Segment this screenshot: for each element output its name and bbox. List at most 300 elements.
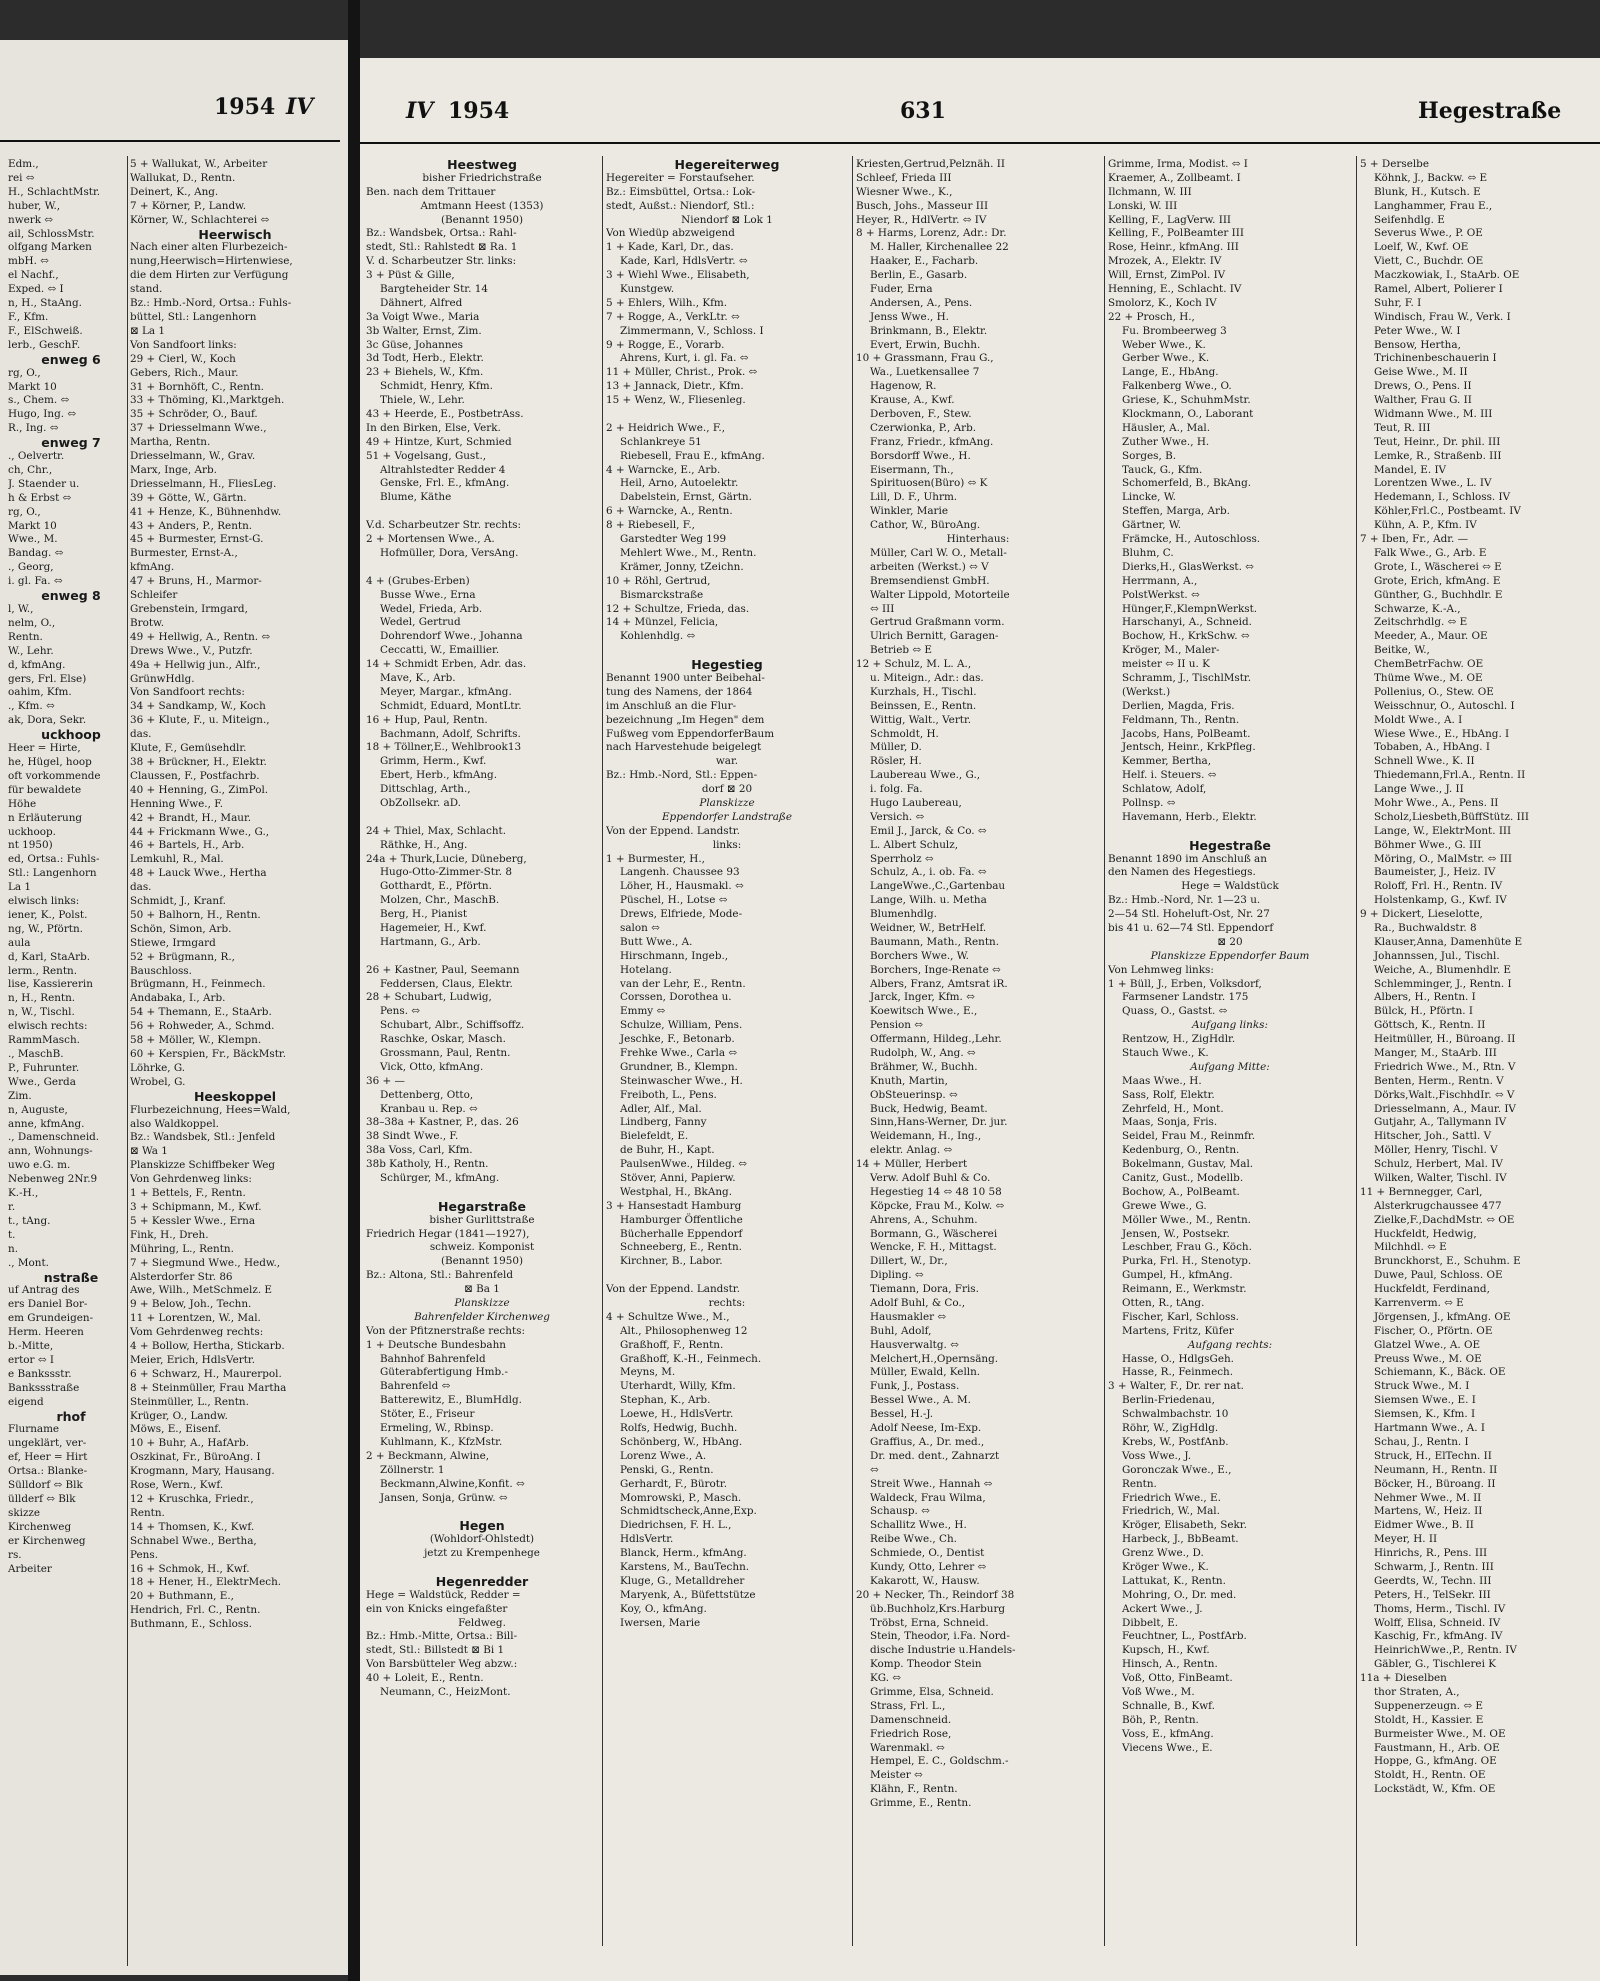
directory-entry: Vom Gehrdenweg rechts: (130, 1326, 264, 1339)
directory-note: Hinterhaus: (946, 533, 1010, 546)
directory-entry: uf Antrag des (8, 1284, 80, 1297)
directory-entry: Lonski, W. III (1108, 199, 1178, 212)
directory-entry: Moldt Wwe., A. I (1374, 713, 1463, 726)
directory-entry: 9 + Dickert, Lieselotte, (1360, 908, 1483, 921)
directory-entry: Genske, Frl. E., kfmAng. (380, 477, 510, 490)
directory-entry: Göttsch, K., Rentn. II (1374, 1019, 1486, 1032)
street-heading: Hegen (459, 1518, 505, 1534)
directory-entry: Zuther Wwe., H. (1122, 435, 1210, 448)
directory-entry: Zielke,F.,DachdMstr. ⬄ OE (1374, 1213, 1515, 1226)
directory-entry: Sperrholz ⬄ (870, 852, 934, 865)
directory-entry: Karrenverm. ⬄ E (1374, 1297, 1464, 1310)
directory-entry: Exped. ⬄ I (8, 283, 64, 296)
directory-entry: Schmoldt, H. (870, 727, 939, 740)
directory-entry: Klockmann, O., Laborant (1122, 408, 1254, 421)
directory-entry: HeinrichWwe.,P., Rentn. IV (1374, 1644, 1517, 1657)
directory-entry: Winkler, Marie (870, 505, 948, 518)
directory-entry: Berlin-Friedenau, (1122, 1394, 1215, 1407)
directory-entry: Westphal, H., BkAng. (620, 1185, 733, 1198)
directory-entry: Vick, Otto, kfmAng. (380, 1060, 484, 1073)
directory-entry: Hagenow, R. (870, 380, 937, 393)
directory-entry: Harschanyi, A., Schneid. (1122, 616, 1252, 629)
directory-entry: Bielefeldt, E. (620, 1130, 689, 1143)
street-heading: Hegarstraße (438, 1198, 526, 1214)
directory-entry: 3 + Püst & Gille, (366, 269, 455, 282)
directory-entry: Nach einer alten Flurbezeich- (130, 241, 288, 254)
directory-entry: Fuder, Erna (870, 283, 933, 296)
directory-entry: Kupsch, H., Kwf. (1122, 1644, 1210, 1657)
directory-entry: Jacobs, Hans, PolBeamt. (1122, 727, 1251, 740)
directory-entry: ., Kfm. ⬄ (8, 700, 55, 713)
directory-entry: La 1 (8, 881, 32, 894)
directory-entry: Bahnhof Bahrenfeld (380, 1352, 486, 1365)
directory-entry: ak, Dora, Sekr. (8, 714, 87, 727)
directory-entry: Dettenberg, Otto, (380, 1088, 474, 1101)
directory-entry: Günther, G., Buchhdlr. E (1374, 588, 1503, 601)
directory-entry: F., ElSchweiß. (8, 324, 83, 337)
directory-entry: Von der Eppend. Landstr. (606, 1283, 740, 1296)
directory-entry: Oszkinat, Fr., BüroAng. I (130, 1451, 261, 1464)
directory-entry: 20 + Buthmann, E., (130, 1590, 234, 1603)
directory-entry: Baumann, Math., Rentn. (870, 935, 1000, 948)
directory-entry: Klute, F., Gemüsehdlr. (130, 742, 247, 755)
directory-entry: Schwarze, K.-A., (1374, 602, 1461, 615)
directory-entry: Awe, Wilh., MetSchmelz. E (130, 1284, 273, 1297)
directory-entry (606, 408, 848, 422)
directory-entry: n Erläuterung (8, 811, 83, 824)
directory-entry: Krüger, O., Landw. (130, 1409, 228, 1422)
directory-entry: n, H., Rentn. (8, 992, 76, 1005)
directory-entry: meister ⬄ II u. K (1122, 658, 1210, 671)
directory-entry: Voss, E., kfmAng. (1122, 1727, 1214, 1740)
directory-entry: Bz.: Eimsbüttel, Ortsa.: Lok- (606, 185, 756, 198)
directory-entry: Canitz, Gust., Modellb. (1122, 1172, 1244, 1185)
directory-entry: Schürger, M., kfmAng. (380, 1172, 500, 1185)
directory-entry: Bargteheider Str. 14 (380, 283, 488, 296)
directory-entry: Lange, E., HbAng. (1122, 366, 1219, 379)
directory-entry: Friedrich Wwe., M., Rtn. V (1374, 1060, 1516, 1073)
directory-entry: 10 + Röhl, Gertrud, (606, 574, 711, 587)
directory-entry: Von Gehrdenweg links: (130, 1173, 252, 1186)
directory-entry: Buthmann, E., Schloss. (130, 1618, 252, 1631)
directory-entry: 47 + Bruns, H., Marmor- (130, 575, 262, 588)
directory-entry: 15 + Wenz, W., Fliesenleg. (606, 394, 746, 407)
directory-entry: 16 + Schmok, H., Kwf. (130, 1562, 250, 1575)
directory-entry: Bankssstraße (8, 1381, 80, 1394)
directory-entry: Rolfs, Hedwig, Buchh. (620, 1422, 738, 1435)
directory-entry: Langenh. Chaussee 93 (620, 866, 740, 879)
directory-entry: Wolff, Elisa, Schneid. IV (1374, 1616, 1501, 1629)
directory-entry: Loelf, W., Kwf. OE (1374, 241, 1469, 254)
directory-entry: i. folg. Fa. (870, 783, 923, 796)
directory-entry: Ebert, Herb., kfmAng. (380, 769, 498, 782)
directory-entry: Kaschig, Fr., kfmAng. IV (1374, 1630, 1503, 1643)
directory-entry: Flurname (8, 1423, 60, 1436)
directory-entry: Reimann, E., Werkmstr. (1122, 1283, 1247, 1296)
directory-entry: nelm, O., (8, 616, 56, 629)
directory-entry: 14 + Thomsen, K., Kwf. (130, 1520, 255, 1533)
directory-entry: Thiele, W., Lehr. (380, 394, 465, 407)
directory-entry: Ortsa.: Blanke- (8, 1465, 88, 1478)
directory-entry: Jarck, Inger, Kfm. ⬄ (870, 991, 975, 1004)
directory-entry: dische Industrie u.Handels- (870, 1644, 1016, 1657)
directory-entry: nung,Heerwisch=Hirtenwiese, (130, 255, 293, 268)
street-heading: Hegereiterweg (674, 158, 780, 172)
directory-entry: Knuth, Martin, (870, 1074, 948, 1087)
header-rule (360, 142, 1600, 144)
directory-note: rechts: (708, 1297, 746, 1310)
column-divider (602, 156, 603, 1946)
directory-entry: Främcke, H., Autoschloss. (1122, 533, 1261, 546)
directory-entry: 23 + Biehels, W., Kfm. (366, 366, 484, 379)
directory-entry: Kröger, M., Maler- (1122, 644, 1220, 657)
directory-entry: Ackert Wwe., J. (1122, 1602, 1203, 1615)
directory-entry: Wiesner Wwe., K., (856, 185, 953, 198)
directory-entry: 6 + Warncke, A., Rentn. (606, 505, 733, 518)
directory-entry: Bahrenfeld ⬄ (380, 1380, 451, 1393)
directory-entry: skizze (8, 1506, 41, 1519)
directory-entry: Von Sandfoort rechts: (130, 686, 245, 699)
directory-entry: Schomerfeld, B., BkAng. (1122, 477, 1252, 490)
directory-entry: 38b Katholy, H., Rentn. (366, 1158, 489, 1171)
directory-entry: Purka, Frl. H., Stenotyp. (1122, 1255, 1252, 1268)
directory-entry: Weiche, A., Blumenhdlr. E (1374, 963, 1512, 976)
directory-entry: 48 + Lauck Wwe., Hertha (130, 867, 267, 880)
directory-entry: PolstWerkst. ⬄ (1122, 588, 1200, 601)
directory-entry: 13 + Jannack, Dietr., Kfm. (606, 380, 744, 393)
left-header-year: 1954 (214, 94, 276, 120)
directory-entry: Wedel, Frieda, Arb. (380, 602, 483, 615)
directory-entry: Gäbler, G., Tischlerei K (1374, 1658, 1496, 1671)
directory-entry: Warenmakl. ⬄ (870, 1741, 945, 1754)
column-divider (1356, 156, 1357, 1946)
directory-entry: 8 + Harms, Lorenz, Adr.: Dr. (856, 227, 1007, 240)
directory-entry: Geise Wwe., M. II (1374, 366, 1468, 379)
directory-entry: ed, Ortsa.: Fuhls- (8, 853, 100, 866)
directory-entry: 14 + Münzel, Felicia, (606, 616, 719, 629)
directory-entry: Kunstgew. (620, 283, 675, 296)
directory-entry: van der Lehr, E., Rentn. (620, 977, 746, 990)
directory-entry: 33 + Thöming, Kl.,Marktgeh. (130, 394, 285, 407)
directory-entry: s., Chem. ⬄ (8, 394, 70, 407)
directory-entry: 54 + Themann, E., StaArb. (130, 1006, 272, 1019)
directory-entry: Grote, I., Wäscherei ⬄ E (1374, 560, 1502, 573)
directory-entry: Meyer, Margar., kfmAng. (380, 685, 512, 698)
directory-entry: Bz.: Hmb.-Mitte, Ortsa.: Bill- (366, 1630, 518, 1643)
directory-entry: Schmiede, O., Dentist (870, 1547, 985, 1560)
section-label: Aufgang rechts: (1187, 1338, 1273, 1351)
directory-entry: 31 + Bornhöft, C., Rentn. (130, 380, 264, 393)
directory-entry: Nebenweg 2Nr.9 (8, 1173, 98, 1186)
directory-entry: Geerdts, W., Techn. III (1374, 1574, 1492, 1587)
directory-entry: Edm., (8, 158, 39, 170)
directory-entry: 11 + Lorentzen, W., Mal. (130, 1312, 261, 1325)
directory-entry: Rudolph, W., Ang. ⬄ (870, 1047, 976, 1059)
directory-entry: Butt Wwe., A. (620, 935, 693, 948)
directory-entry: 29 + Cierl, W., Koch (130, 352, 236, 365)
directory-entry: Stöver, Anni, Papierw. (620, 1172, 736, 1185)
directory-entry: 14 + Müller, Herbert (856, 1158, 968, 1171)
directory-entry: Heer = Hirte, (8, 742, 81, 755)
directory-entry: Beckmann,Alwine,Konfit. ⬄ (380, 1477, 525, 1490)
directory-entry: 5 + Kessler Wwe., Erna (130, 1214, 256, 1227)
directory-entry: Weidner, W., BetrHelf. (870, 921, 987, 934)
directory-entry: Pollnsp. ⬄ (1122, 796, 1176, 809)
directory-entry: 28 + Schubart, Ludwig, (366, 991, 492, 1004)
directory-entry: Wwe., Gerda (8, 1075, 76, 1088)
directory-entry: 35 + Schröder, O., Bauf. (130, 408, 258, 421)
directory-entry: Quass, O., Gastst. ⬄ (1122, 1005, 1228, 1018)
directory-entry: Hünger,F.,KlempnWerkst. (1122, 602, 1258, 615)
directory-entry: K.-H., (8, 1187, 39, 1200)
directory-entry: Schnell Wwe., K. II (1374, 755, 1475, 768)
directory-entry: Meister ⬄ (870, 1769, 923, 1782)
directory-entry: 12 + Schulz, M. L. A., (856, 658, 972, 671)
directory-entry: Köhnk, J., Backw. ⬄ E (1374, 171, 1488, 184)
street-heading: Hegestraße (1189, 837, 1271, 853)
directory-entry: Grimme, Elsa, Schneid. (870, 1685, 994, 1698)
directory-entry: Benannt 1890 im Anschluß an (1108, 852, 1267, 865)
directory-entry: Dähnert, Alfred (380, 296, 463, 309)
directory-entry: tung des Namens, der 1864 (606, 685, 753, 698)
directory-entry: Klähn, F., Rentn. (870, 1783, 958, 1796)
directory-entry: Böhmer Wwe., G. III (1374, 838, 1482, 851)
directory-note: schweiz. Komponist (429, 1241, 535, 1254)
directory-entry: Hirschmann, Ingeb., (620, 949, 729, 962)
directory-entry: Brinkmann, B., Elektr. (870, 324, 988, 337)
directory-entry: Bz.: Hmb.-Nord, Stl.: Eppen- (606, 769, 758, 782)
directory-entry: 18 + Töllner,E., Wehlbrook13 (366, 741, 522, 754)
directory-entry: 36 + — (366, 1074, 405, 1087)
directory-entry: 8 + Riebesell, F., (606, 519, 695, 532)
directory-entry: Ceccatti, W., Emaillier. (380, 644, 500, 657)
directory-entry: 7 + Iben, Fr., Adr. — (1360, 533, 1469, 546)
directory-entry: das. (130, 881, 152, 894)
directory-entry: Hartmann Wwe., A. I (1374, 1422, 1485, 1435)
directory-entry: Driesselmann, W., Grav. (130, 450, 256, 463)
column-divider (1104, 156, 1105, 1946)
directory-entry: Blumenhdlg. (870, 908, 937, 921)
directory-entry: Schmidt, Eduard, MontLtr. (380, 699, 522, 712)
right-page (360, 58, 1600, 1981)
directory-entry: Kirchenweg (8, 1520, 72, 1533)
directory-column-3 (856, 158, 1100, 1811)
directory-entry: Teut, R. III (1374, 421, 1431, 434)
directory-entry: Ahrens, Kurt, i. gl. Fa. ⬄ (620, 352, 749, 365)
directory-entry: Brügmann, H., Feinmech. (130, 978, 266, 991)
directory-entry: Mave, K., Arb. (380, 671, 456, 684)
directory-entry: Sorges, B. (1122, 449, 1177, 462)
directory-entry: F., Kfm. (8, 310, 49, 323)
directory-entry: Benten, Herm., Rentn. V (1374, 1074, 1504, 1087)
directory-entry: Thüme Wwe., M. OE (1374, 671, 1483, 684)
directory-entry: eigend (8, 1395, 44, 1408)
directory-entry: Voss Wwe., J. (1122, 1449, 1192, 1462)
directory-entry: Berlin, E., Gasarb. (870, 269, 968, 282)
directory-entry: Möller, Henry, Tischl. V (1374, 1144, 1498, 1157)
directory-entry: V. d. Scharbeutzer Str. links: (366, 255, 517, 268)
directory-entry: 1 + Burmester, H., (606, 852, 705, 865)
directory-entry: Schau, J., Rentn. I (1374, 1435, 1469, 1448)
directory-note: Niendorf ⊠ Lok 1 (681, 213, 773, 226)
directory-entry: 49 + Hellwig, A., Rentn. ⬄ (130, 630, 271, 643)
directory-entry: Krämer, Jonny, tZeichn. (620, 560, 744, 573)
directory-entry: 52 + Brügmann, R., (130, 950, 235, 963)
directory-entry: Brotw. (130, 616, 164, 629)
directory-entry: Roloff, Frl. H., Rentn. IV (1374, 880, 1503, 893)
directory-entry: Arbeiter (8, 1562, 52, 1575)
directory-entry (606, 1269, 848, 1283)
left-header-part: IV (286, 94, 314, 120)
left-page (0, 40, 351, 1975)
directory-entry: Hegestieg 14 ⬄ 48 10 58 (870, 1185, 1002, 1198)
directory-entry: Kluge, G., Metalldreher (620, 1574, 745, 1587)
directory-entry: Steinmüller, L., Rentn. (130, 1395, 249, 1408)
directory-entry: Kühn, A. P., Kfm. IV (1374, 519, 1477, 532)
directory-entry: 40 + Loleit, E., Rentn. (366, 1672, 484, 1685)
directory-entry: ChemBetrFachw. OE (1374, 658, 1484, 671)
directory-entry: Bochow, H., KrkSchw. ⬄ (1122, 630, 1250, 643)
directory-entry: Krogmann, Mary, Hausang. (130, 1465, 275, 1478)
directory-entry: Kelling, F., LagVerw. III (1108, 213, 1232, 226)
directory-entry: 3b Walter, Ernst, Zim. (366, 324, 482, 337)
directory-entry: Neumann, C., HeizMont. (380, 1685, 511, 1698)
directory-entry: Hinsch, A., Rentn. (1122, 1658, 1218, 1671)
directory-entry: Schmidtscheck,Anne,Exp. (620, 1505, 757, 1518)
directory-entry: 38–38a + Kastner, P., das. 26 (366, 1116, 519, 1129)
directory-entry: Bz.: Hmb.-Nord, Nr. 1—23 u. (1108, 894, 1261, 907)
directory-entry: Gärtner, W. (1122, 519, 1182, 532)
directory-entry: Gutjahr, A., Tallymann IV (1374, 1116, 1507, 1129)
directory-entry: r. (8, 1200, 16, 1213)
directory-entry: Peters, H., TelSekr. III (1374, 1588, 1491, 1601)
directory-entry: J. Staender u. (8, 477, 80, 490)
directory-entry: Bochow, A., PolBeamt. (1122, 1185, 1240, 1198)
directory-entry: Nehmer Wwe., M. II (1374, 1491, 1482, 1504)
directory-entry: Derboven, F., Stew. (870, 408, 972, 421)
directory-entry: Neumann, H., Rentn. II (1374, 1463, 1498, 1476)
directory-entry: Jenss Wwe., H. (870, 310, 949, 323)
directory-entry: Kohlenhdlg. ⬄ (620, 630, 696, 643)
directory-entry: Spirituosen(Büro) ⬄ K (870, 477, 988, 490)
directory-entry: Wrobel, G. (130, 1075, 186, 1088)
directory-entry: Schneeberg, E., Rentn. (620, 1241, 742, 1254)
directory-entry: Voß Wwe., M. (1122, 1685, 1195, 1698)
directory-entry: Räthke, H., Ang. (380, 838, 468, 851)
directory-entry: Suppenerzeugn. ⬄ E (1374, 1699, 1483, 1712)
directory-entry: HdlsVertr. (620, 1533, 674, 1546)
directory-entry: 2—54 Stl. Hoheluft-Ost, Nr. 27 (1108, 908, 1270, 921)
directory-entry: Kröger Wwe., K. (1122, 1560, 1209, 1573)
directory-entry: 1 + Bettels, F., Rentn. (130, 1187, 246, 1200)
directory-entry (366, 505, 598, 519)
directory-entry: im Anschluß an die Flur- (606, 699, 737, 712)
directory-entry: Böcker, H., Büroang. II (1374, 1477, 1496, 1490)
directory-entry: Lockstädt, W., Kfm. OE (1374, 1783, 1496, 1796)
directory-entry: 49 + Hintze, Kurt, Schmied (366, 435, 512, 448)
directory-entry: V.d. Scharbeutzer Str. rechts: (366, 519, 521, 532)
directory-entry: stand. (130, 283, 163, 296)
running-title: Hegestraße (1418, 98, 1562, 124)
directory-entry: Planskizze Schiffbeker Weg (130, 1159, 276, 1172)
directory-entry: Duwe, Paul, Schloss. OE (1374, 1269, 1503, 1282)
directory-entry: Widmann Wwe., M. III (1374, 408, 1493, 421)
directory-entry: Dillert, W., Dr., (870, 1255, 948, 1268)
directory-entry: LangeWwe.,C.,Gartenbau (870, 880, 1006, 893)
book-gutter (348, 0, 360, 1981)
directory-entry: Zim. (8, 1089, 32, 1102)
directory-entry: Stl.: Langenhorn (8, 867, 97, 880)
directory-entry: Ramel, Albert, Polierer I (1374, 283, 1503, 296)
directory-entry: Krebs, W., PostfAnb. (1122, 1435, 1229, 1448)
directory-entry: Komp. Theodor Stein (870, 1658, 982, 1671)
directory-entry: Kröger, Elisabeth, Sekr. (1122, 1519, 1247, 1532)
directory-entry: Friedrich, W., Mal. (1122, 1505, 1220, 1518)
directory-entry: Melchert,H.,Opernsäng. (870, 1352, 999, 1365)
directory-entry: Gumpel, H., kfmAng. (1122, 1269, 1233, 1282)
directory-entry: elwisch links: (8, 895, 80, 908)
directory-entry: lerb., GeschF. (8, 338, 81, 351)
directory-entry: b.-Mitte, (8, 1340, 54, 1353)
directory-note: bisher Gurlittstraße (429, 1213, 535, 1226)
directory-entry: Lange, W., ElektrMont. III (1374, 824, 1512, 837)
directory-entry: Stein, Theodor, i.Fa. Nord- (870, 1630, 1010, 1643)
directory-entry: Helf. i. Steuers. ⬄ (1122, 769, 1217, 782)
directory-entry: 56 + Rohweder, A., Schmd. (130, 1020, 275, 1033)
directory-entry: 2 + Mortensen Wwe., A. (366, 533, 495, 546)
directory-entry: Kundy, Otto, Lehrer ⬄ (870, 1560, 987, 1573)
directory-entry: Gerhardt, F., Bürotr. (620, 1477, 728, 1490)
directory-entry: Von Wiedüp abzweigend (606, 227, 735, 240)
directory-entry: Lange Wwe., J. II (1374, 783, 1464, 796)
directory-entry: Drews Wwe., V., Putzfr. (130, 644, 253, 657)
directory-entry: 7 + Körner, P., Landw. (130, 199, 247, 212)
directory-entry: Dipling. ⬄ (870, 1269, 924, 1282)
directory-entry: n, W., Tischl. (8, 1006, 75, 1019)
directory-entry: Markt 10 (8, 519, 57, 532)
left-column-divider (127, 156, 128, 1966)
directory-entry: 45 + Burmester, Ernst-G. (130, 533, 264, 546)
directory-entry: Fußweg vom EppendorferBaum (606, 727, 775, 740)
directory-entry: 37 + Driesselmann Wwe., (130, 422, 267, 435)
directory-entry: Ilchmann, W. III (1108, 185, 1192, 198)
street-heading: Heerwisch (198, 226, 272, 242)
directory-entry: Bessel Wwe., A. M. (870, 1394, 971, 1407)
directory-entry: Schallitz Wwe., H. (870, 1519, 967, 1532)
directory-entry: Schlemminger, J., Rentn. I (1374, 977, 1512, 990)
directory-entry: 5 + Derselbe (1360, 158, 1429, 170)
directory-entry: Müller, Ewald, Kelln. (870, 1366, 981, 1379)
directory-entry (1108, 825, 1352, 839)
directory-entry: ng, W., Pförtn. (8, 922, 83, 935)
directory-entry: Harbeck, J., BbBeamt. (1122, 1533, 1239, 1546)
directory-entry: Schwalmbachstr. 10 (1122, 1408, 1229, 1421)
directory-entry: Blunk, H., Kutsch. E (1374, 185, 1481, 198)
directory-entry: er Kirchenweg (8, 1534, 86, 1547)
directory-entry: Andersen, A., Pens. (870, 296, 973, 309)
directory-entry: ann, Wohnungs- (8, 1145, 93, 1158)
directory-entry: Adolf Buhl, & Co., (870, 1297, 966, 1310)
directory-entry: Schlatow, Adolf, (1122, 783, 1207, 796)
directory-entry: Falkenberg Wwe., O. (1122, 380, 1232, 393)
directory-entry: Grenz Wwe., D. (1122, 1547, 1204, 1560)
directory-entry: 11 + Bernnegger, Carl, (1360, 1185, 1483, 1198)
directory-entry: Lemkuhl, R., Mal. (130, 853, 224, 866)
directory-entry: Feddersen, Claus, Elektr. (380, 977, 513, 990)
directory-entry: d, Karl, StaArb. (8, 950, 91, 963)
directory-entry: ein von Knicks eingefaßter (366, 1602, 508, 1615)
directory-entry: Schmidt, J., Kranf. (130, 895, 226, 908)
